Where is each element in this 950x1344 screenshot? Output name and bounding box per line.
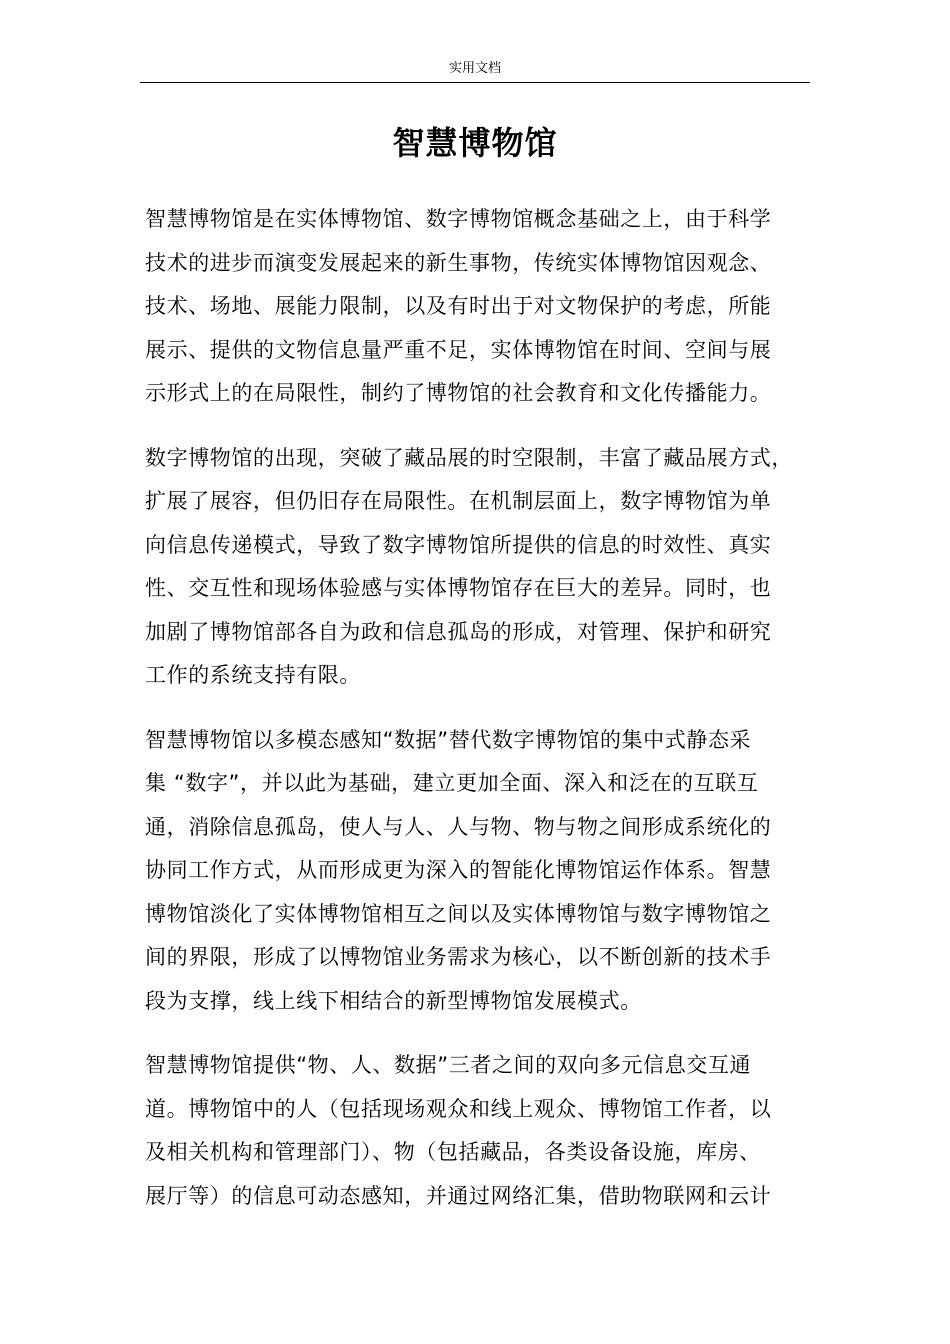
text-line: 技术的进步而演变发展起来的新生事物，传统实体博物馆因观念、 xyxy=(145,250,772,275)
paragraph xyxy=(145,1044,817,1218)
text-line: 智慧博物馆以多模态感知“数据”替代数字博物馆的集中式静态采 xyxy=(145,727,752,752)
text-line: 展厅等）的信息可动态感知，并通过网络汇集，借助物联网和云计 xyxy=(145,1183,772,1208)
text-line: 智慧博物馆是在实体博物馆、数字博物馆概念基础之上，由于科学 xyxy=(145,207,772,231)
text-line: 加剧了博物馆部各自为政和信息孤岛的形成，对管理、保护和研究 xyxy=(145,619,772,644)
text-line: 示形式上的在局限性，制约了博物馆的社会教育和文化传播能力。 xyxy=(145,381,772,405)
text-line: 道。博物馆中的人（包括现场观众和线上观众、博物馆工作者，以 xyxy=(145,1096,772,1121)
paragraph xyxy=(145,198,817,416)
paragraph xyxy=(145,719,817,1024)
text-line: 智慧博物馆提供“物、人、数据”三者之间的双向多元信息交互通 xyxy=(145,1053,752,1077)
text-line: 通，消除信息孤岛，使人与人、人与物、物与物之间形成系统化的 xyxy=(145,814,772,839)
text-line: 展示、提供的文物信息量严重不足，实体博物馆在时间、空间与展 xyxy=(145,337,772,362)
text-line: 向信息传递模式，导致了数字博物馆所提供的信息的时效性、真实 xyxy=(145,532,772,557)
text-line: 段为支撑，线上线下相结合的新型博物馆发展模式。 xyxy=(145,988,642,1013)
running-header: 实用文档 xyxy=(448,61,501,76)
paragraph xyxy=(145,437,817,698)
text-line: 技术、场地、展能力限制，以及有时出于对文物保护的考虑，所能 xyxy=(145,294,772,318)
text-line: 集 “数字”，并以此为基础，建立更加全面、深入和泛在的互联互 xyxy=(145,771,759,795)
text-line: 协同工作方式，从而形成更为深入的智能化博物馆运作体系。智慧 xyxy=(145,858,772,882)
text-line: 工作的系统支持有限。 xyxy=(145,663,361,687)
header-rule xyxy=(140,82,810,83)
text-line: 扩展了展容，但仍旧存在局限性。在机制层面上，数字博物馆为单 xyxy=(145,489,772,513)
document-body xyxy=(145,198,817,1239)
document-title: 智慧博物馆 xyxy=(392,124,558,163)
text-line: 性、交互性和现场体验感与实体博物馆存在巨大的差异。同时，也 xyxy=(145,576,772,600)
text-line: 及相关机构和管理部门）、物（包括藏品，各类设备设施，库房、 xyxy=(145,1140,761,1164)
text-line: 博物馆淡化了实体博物馆相互之间以及实体博物馆与数字博物馆之 xyxy=(145,901,772,926)
text-line: 间的界限，形成了以博物馆业务需求为核心，以不断创新的技术手 xyxy=(145,945,772,969)
text-line: 数字博物馆的出现，突破了藏品展的时空限制，丰富了藏品展方式， xyxy=(145,445,793,470)
